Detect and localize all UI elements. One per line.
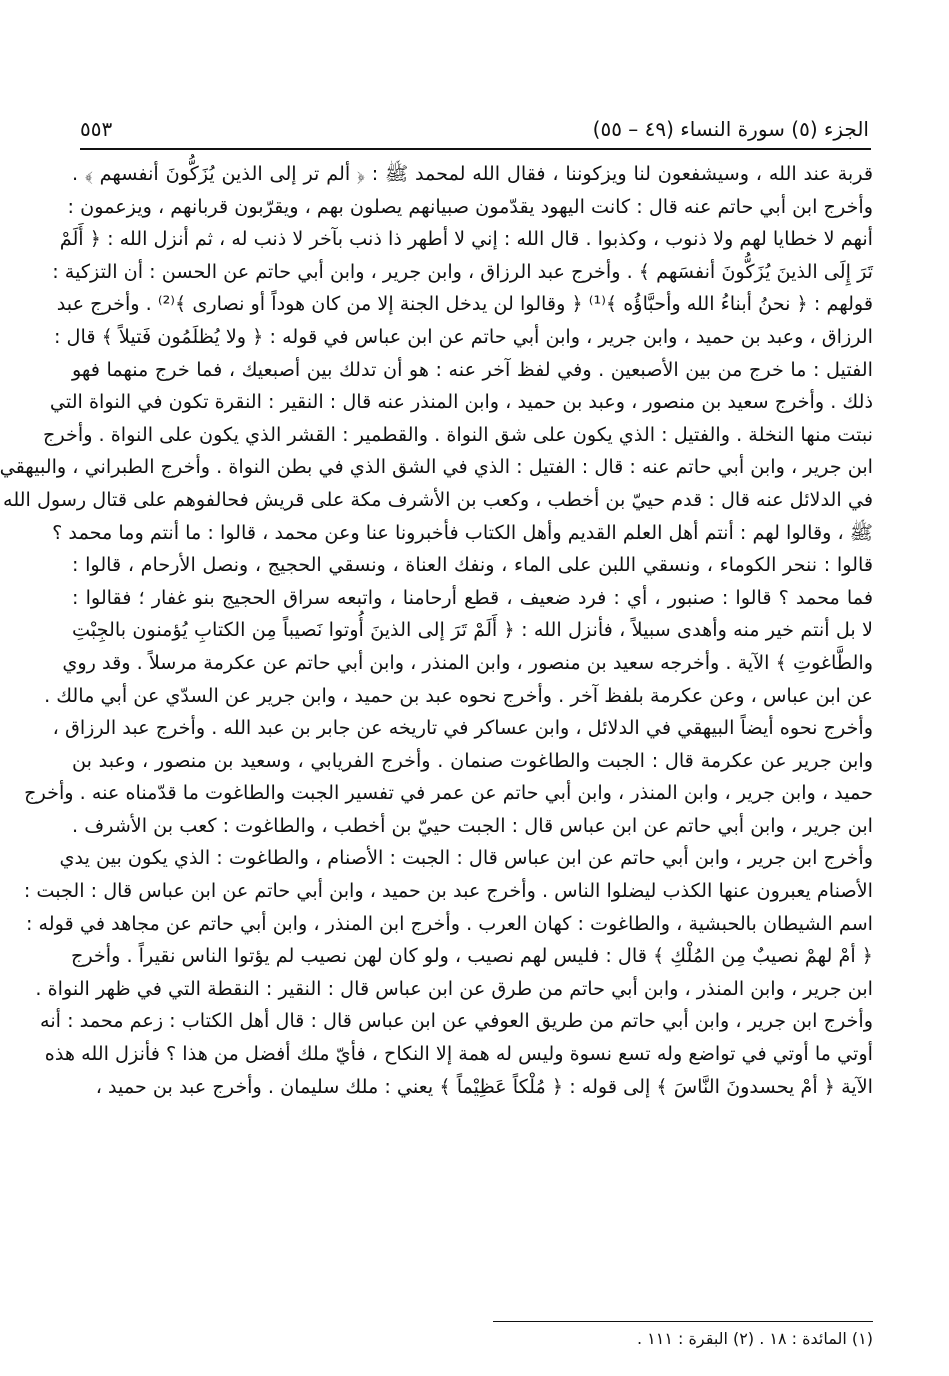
footnotes: (١) المائدة : ١٨ . (٢) البقرة : ١١١ . [637,1329,873,1348]
text-line: أنهم لا خطايا لهم ولا ذنوب ، وكذبوا . قال الله : إني لا أطهر ذا ذنب بآخر لا ذنب له ، ثم أنزل الله : ﴿ أَلَمْ [59,227,873,251]
text-line: حميد ، وابن جرير ، وابن المنذر ، وابن أبي حاتم عن عمر في تفسير الجبت والطاغوت ما قدّمناه عنه . وأخرج [24,781,873,805]
text-line: تَرَ إِلَى الذينَ يُزَكُّونَ أنفسَهم ﴾ . وأخرج عبد الرزاق ، وابن جرير ، وابن أبي حاتم عن الحسن : أن التزكية : [52,259,873,283]
text-line: وأخرج ابن جرير ، وابن أبي حاتم عن ابن عباس قال : الجبت : الأصنام ، والطاغوت : الذي يكون بين يدي [59,846,873,870]
text-line: وأخرج نحوه أيضاً البيهقي في الدلائل ، وابن عساكر في تاريخه عن جابر بن عبد الله . وأخرج عبد الرزاق ، [52,716,873,740]
text-line: فما محمد ؟ قالوا : صنبور ، أي : فرد ضعيف ، قطع أرحامنا ، واتبعه سراق الحجيج بنو غفار ؛ فقالوا : [72,585,873,609]
text-line: وابن جرير عن عكرمة قال : الجبت والطاغوت صنمان . وأخرج الفريابي ، وسعيد بن منصور ، وعبد بن [72,748,873,772]
page-number: ٥٥٣ [80,117,113,141]
footnote-divider [493,1321,873,1322]
header-divider [80,148,871,150]
text-line: الأصنام يعبرون عنها الكذب ليضلوا الناس . وأخرج عبد بن حميد ، وابن أبي حاتم عن ابن عباس قال : الجبت : [23,879,873,903]
text-line: الفتيل : ما خرج من بين الأصبعين . وفي لفظ آخر عنه : هو أن تدلك بين أصبعيك ، فما خرج منهما فهو [72,357,873,381]
text-line: ابن جرير ، وابن المنذر ، وابن أبي حاتم من طرق عن ابن عباس قال : النقير : النقطة التي في ظهر النواة . [35,976,873,1000]
text-line: لا بل أنتم خير منه وأهدى سبيلاً ، فأنزل الله : ﴿ أَلَمْ تَرَ إلى الذينَ أُوتوا نَصيباً مِن الكتابِ يُؤمنون بالجِبْتِ [72,618,873,642]
text-line: قربة عند الله ، وسيشفعون لنا ويزكوننا ، فقال الله لمحمد ﷺ : ﴿ ألم تر إلى الذين يُزَكُّونَ أنفسهم ﴾ . [72,162,873,185]
running-title: الجزء (٥) سورة النساء (٤٩ – ٥٥) [592,117,869,141]
text-line: نبتت منها النخلة . والفتيل : الذي يكون على شق النواة . والقطمير : القشر الذي يكون على النواة . وأخرج [43,422,873,446]
text-line: اسم الشيطان بالحبشية ، والطاغوت : كهان العرب . وأخرج ابن المنذر ، وابن أبي حاتم عن مجاهد في قوله : [25,911,873,935]
page-body [0,158,873,1103]
text-line: ابن جرير ، وابن أبي حاتم عنه : قال : الفتيل : الذي في الشق الذي في بطن النواة . وأخرج الطبراني ، والبيهقي [0,455,873,479]
text-line: وأخرج ابن أبي حاتم عنه قال : كانت اليهود يقدّمون صبيانهم يصلون بهم ، ويقرّبون قربانهم ، ويزعمون : [67,194,873,218]
text-line: ﴿ أمْ لهمْ نصيبٌ مِن المُلْكِ ﴾ قال : فليس لهم نصيب ، ولو كان لهن نصيب لم يؤتوا الناس نقيراً . وأخرج [70,944,873,968]
text-line: ابن جرير ، وابن أبي حاتم عن ابن عباس قال : الجبت حييّ بن أخطب ، والطاغوت : كعب بن الأشرف . [72,813,873,837]
text-line: قولهم : ﴿ نحنُ أبناءُ الله وأحبَّاؤُه ﴾⁽¹⁾ ﴿ وقالوا لن يدخل الجنة إلا من كان هوداً أو نصارى ﴾⁽²⁾ . وأخرج عبد [56,292,873,316]
text-line: الآية ﴿ أمْ يحسدونَ النَّاسَ ﴾ إلى قوله : ﴿ مُلْكاً عَظِيْماً ﴾ يعني : ملك سليمان . وأخرج عبد بن حميد ، [95,1074,873,1098]
text-line: الرزاق ، وعبد بن حميد ، وابن جرير ، وابن أبي حاتم عن ابن عباس في قوله : ﴿ ولا يُظلَمُون فَتيلاً ﴾ قال : [53,324,873,348]
text-line: ﷺ ، وقالوا لهم : أنتم أهل العلم القديم وأهل الكتاب فأخبرونا عنا وعن محمد ، قالوا : ما أنتم وما محمد ؟ [52,520,873,544]
running-header [80,112,869,146]
text-line: والطَّاغوتِ ﴾ الآية . وأخرجه سعيد بن منصور ، وابن المنذر ، وابن أبي حاتم عن عكرمة مرسلاً . وقد روي [62,650,873,674]
text-line: قالوا : ننحر الكوماء ، ونسقي اللبن على الماء ، ونفك العناة ، ونسقي الحجيج ، ونصل الأرحام ، قالوا : [72,553,873,577]
text-line: أوتي ما أوتي في تواضع وله تسع نسوة وليس له همة إلا النكاح ، فأيّ ملك أفضل من هذا ؟ فأنزل الله هذه [44,1042,873,1066]
text-line: في الدلائل عنه قال : قدم حييّ بن أخطب ، وكعب بن الأشرف مكة على قريش فحالفوهم على قتال رسول الله [3,487,873,511]
text-line: وأخرج ابن جرير ، وابن أبي حاتم من طريق العوفي عن ابن عباس قال : قال أهل الكتاب : زعم محمد : أنه [40,1009,873,1033]
text-line: عن ابن عباس ، وعن عكرمة بلفظ آخر . وأخرج نحوه عبد بن حميد ، وابن جرير عن السدّي عن أبي مالك . [44,683,873,707]
text-line: ذلك . وأخرج سعيد بن منصور ، وعبد بن حميد ، وابن المنذر عنه قال : النقير : النقرة تكون في النواة التي [49,390,873,414]
